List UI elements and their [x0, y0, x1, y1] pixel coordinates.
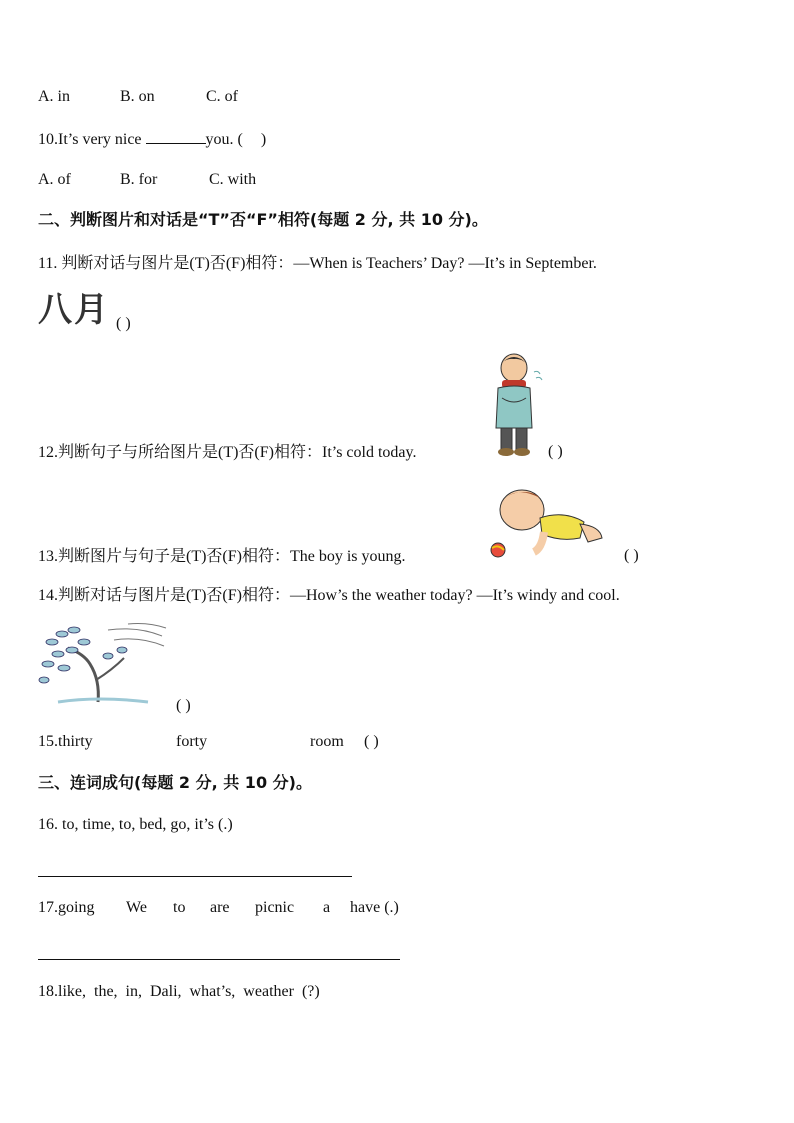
q15-word-3: room — [310, 733, 344, 750]
cold-boy-image — [488, 350, 548, 460]
q15-question — [38, 732, 379, 752]
baby-crawling-image — [484, 482, 604, 562]
q10-question — [38, 129, 266, 150]
q10-option-b: B. for — [120, 171, 158, 188]
q17-answer-line[interactable] — [38, 959, 400, 960]
q10-option-c: C. with — [209, 171, 257, 188]
q10-option-a: A. of — [38, 171, 71, 188]
q17-word-6: a — [323, 899, 331, 916]
q14-paren[interactable]: ( ) — [176, 697, 191, 714]
q9-option-b: B. on — [120, 88, 155, 105]
q14-question: 14.判断对话与图片是(T)否(F)相符：—How’s the weather today? —It’s windy and cool. — [38, 587, 620, 604]
section2-title: 二、判断图片和对话是“T”否“F”相符(每题 2 分, 共 10 分)。 — [38, 210, 488, 229]
q17-question — [38, 898, 399, 918]
q17-word-2: We — [126, 899, 147, 916]
q16-answer-line[interactable] — [38, 876, 352, 877]
q15-word-1: 15.thirty — [38, 733, 93, 750]
q11-question: 11. 判断对话与图片是(T)否(F)相符：—When is Teachers’ Day? —It’s in September. — [38, 255, 597, 272]
q13-paren[interactable]: ( ) — [624, 547, 639, 564]
q10-suffix: you. ( — [205, 131, 243, 148]
q11-paren[interactable]: ( ) — [116, 315, 131, 332]
windy-tree-image — [38, 620, 168, 706]
q18-question: 18.like, the, in, Dali, what’s, weather (?) — [38, 983, 320, 1000]
q12-question: 12.判断句子与所给图片是(T)否(F)相符：It’s cold today. — [38, 444, 417, 461]
q17-word-3: to — [173, 899, 186, 916]
q10-prefix: 10.It’s very nice — [38, 131, 142, 148]
q15-word-2: forty — [176, 733, 208, 750]
q17-word-7: have (.) — [350, 899, 399, 916]
q16-question: 16. to, time, to, bed, go, it’s (.) — [38, 816, 233, 833]
q10-close-paren: ) — [260, 131, 267, 148]
q9-options — [38, 87, 238, 107]
q9-option-c: C. of — [206, 88, 238, 105]
q10-options — [38, 170, 256, 190]
q9-option-a: A. in — [38, 88, 70, 105]
section3-title: 三、连词成句(每题 2 分, 共 10 分)。 — [38, 773, 312, 792]
q17-word-5: picnic — [255, 899, 295, 916]
q17-word-1: 17.going — [38, 899, 95, 916]
q13-question: 13.判断图片与句子是(T)否(F)相符：The boy is young. — [38, 548, 406, 565]
q12-paren[interactable]: ( ) — [548, 443, 563, 460]
q11-august-image: 八月 — [38, 290, 110, 330]
q10-blank[interactable] — [146, 129, 206, 144]
q17-word-4: are — [210, 899, 230, 916]
q15-paren[interactable]: ( ) — [364, 733, 379, 750]
